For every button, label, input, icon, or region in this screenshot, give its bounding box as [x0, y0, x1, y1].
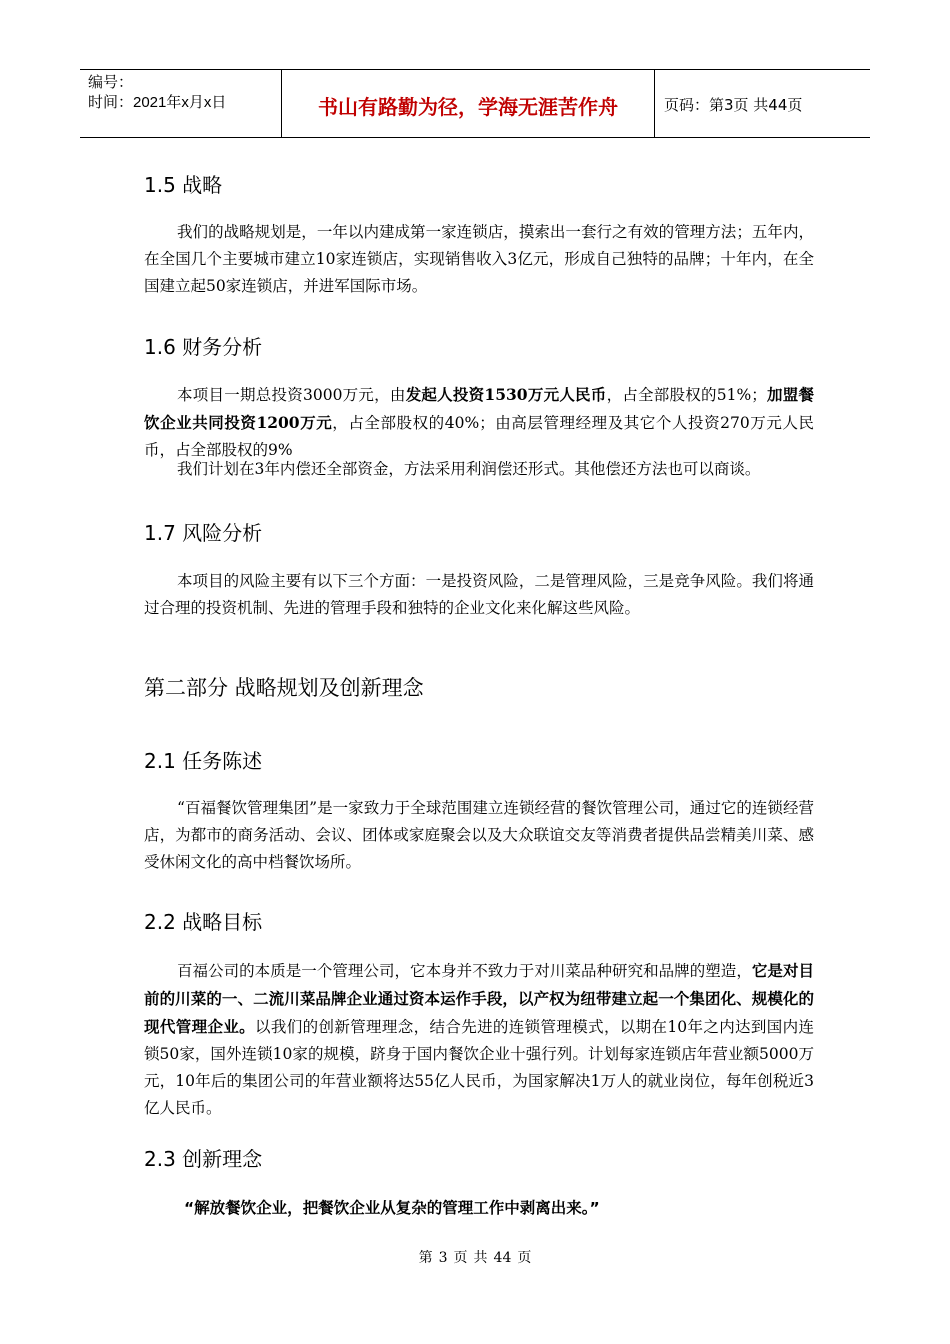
bold-text-run: 它是对目前的川菜的一、二流川菜品牌企业通过资本运作手段，以产权为纽带建立起一个集团化、规模化的现代管理企业。 [144, 961, 814, 1036]
bold-text-run: 发起人投资1530万元人民币 [405, 385, 607, 404]
footer-text: 页 [517, 1250, 532, 1266]
section-heading-2-1: 2.1 任务陈述 [144, 749, 263, 773]
section-heading-2-3: 2.3 创新理念 [144, 1147, 263, 1171]
paragraph-financial-repayment: 我们计划在3年内偿还全部资金，方法采用利润偿还形式。其他偿还方法也可以商谈。 [177, 460, 761, 478]
footer-text: 共 [473, 1250, 488, 1266]
paragraph-mission: “百福餐饮管理集团”是一家致力于全球范围建立连锁经营的餐饮管理公司，通过它的连锁经营店，为都市的商务活动、会议、团体或家庭聚会以及大众联谊交友等消费者提供品尝精美川菜、感受休闲文化的高中档餐饮场所。 [144, 799, 814, 871]
header-divider [654, 70, 655, 137]
header-meta [88, 73, 226, 113]
text-run: ，占全部股权的51%； [606, 386, 767, 404]
paragraph-strategy: 我们的战略规划是，一年以内建成第一家连锁店，摸索出一套行之有效的管理方法；五年内，在全国几个主要城市建立10家连锁店，实现销售收入3亿元，形成自己独特的品牌；十年内，在全国建立起50家连锁店，并进军国际市场。 [144, 223, 814, 295]
bold-text-run: 加盟餐饮企业共同投资1200万元 [144, 385, 815, 432]
header-motto: 书山有路勤为径，学海无涯苦作舟 [318, 95, 618, 119]
footer-text: 第 [418, 1250, 433, 1266]
footer-text: 页 [453, 1250, 468, 1266]
text-run: 以我们的创新管理理念，结合先进的连锁管理模式，以期在10年之内达到国内连锁50家，国外连锁10家的规模，跻身于国内餐饮企业十强行列。计划每家连锁店年营业额5000万元，10年后的集团公司的年营业额将达55亿人民币，为国家解决1万人的就业岗位，每年创税近3亿人民币。 [144, 1018, 814, 1117]
section-heading-1-6: 1.6 财务分析 [144, 335, 263, 359]
header-page-info: 页码：第3页 共44页 [664, 96, 803, 114]
footer-total-pages: 44 [493, 1250, 512, 1266]
paragraph-goals [144, 957, 814, 1122]
header-number-label: 编号： [88, 74, 134, 91]
section-heading-1-5: 1.5 战略 [144, 173, 223, 197]
paragraph-financial-investment [144, 381, 814, 464]
page-header [80, 69, 870, 138]
paragraph-risk: 本项目的风险主要有以下三个方面：一是投资风险，二是管理风险，三是竞争风险。我们将通过合理的投资机制、先进的管理手段和独特的企业文化来化解这些风险。 [144, 572, 814, 617]
page-footer [0, 1247, 950, 1267]
text-run: 百福公司的本质是一个管理公司，它本身并不致力于对川菜品种研究和品牌的塑造， [177, 962, 752, 980]
section-heading-2-2: 2.2 战略目标 [144, 910, 263, 934]
header-date: 时间：2021年x月x日 [88, 94, 227, 111]
text-run: 本项目一期总投资3000万元，由 [177, 386, 406, 404]
footer-page-number: 3 [438, 1250, 448, 1266]
part-heading-2: 第二部分 战略规划及创新理念 [144, 676, 424, 700]
section-heading-1-7: 1.7 风险分析 [144, 521, 263, 545]
innovation-quote: “解放餐饮企业，把餐饮企业从复杂的管理工作中剥离出来。” [184, 1199, 600, 1217]
text-run: ，占全部股权的40%；由高层管理经理及其它个人投资270万元人民币，占全部股权的9% [144, 414, 815, 459]
